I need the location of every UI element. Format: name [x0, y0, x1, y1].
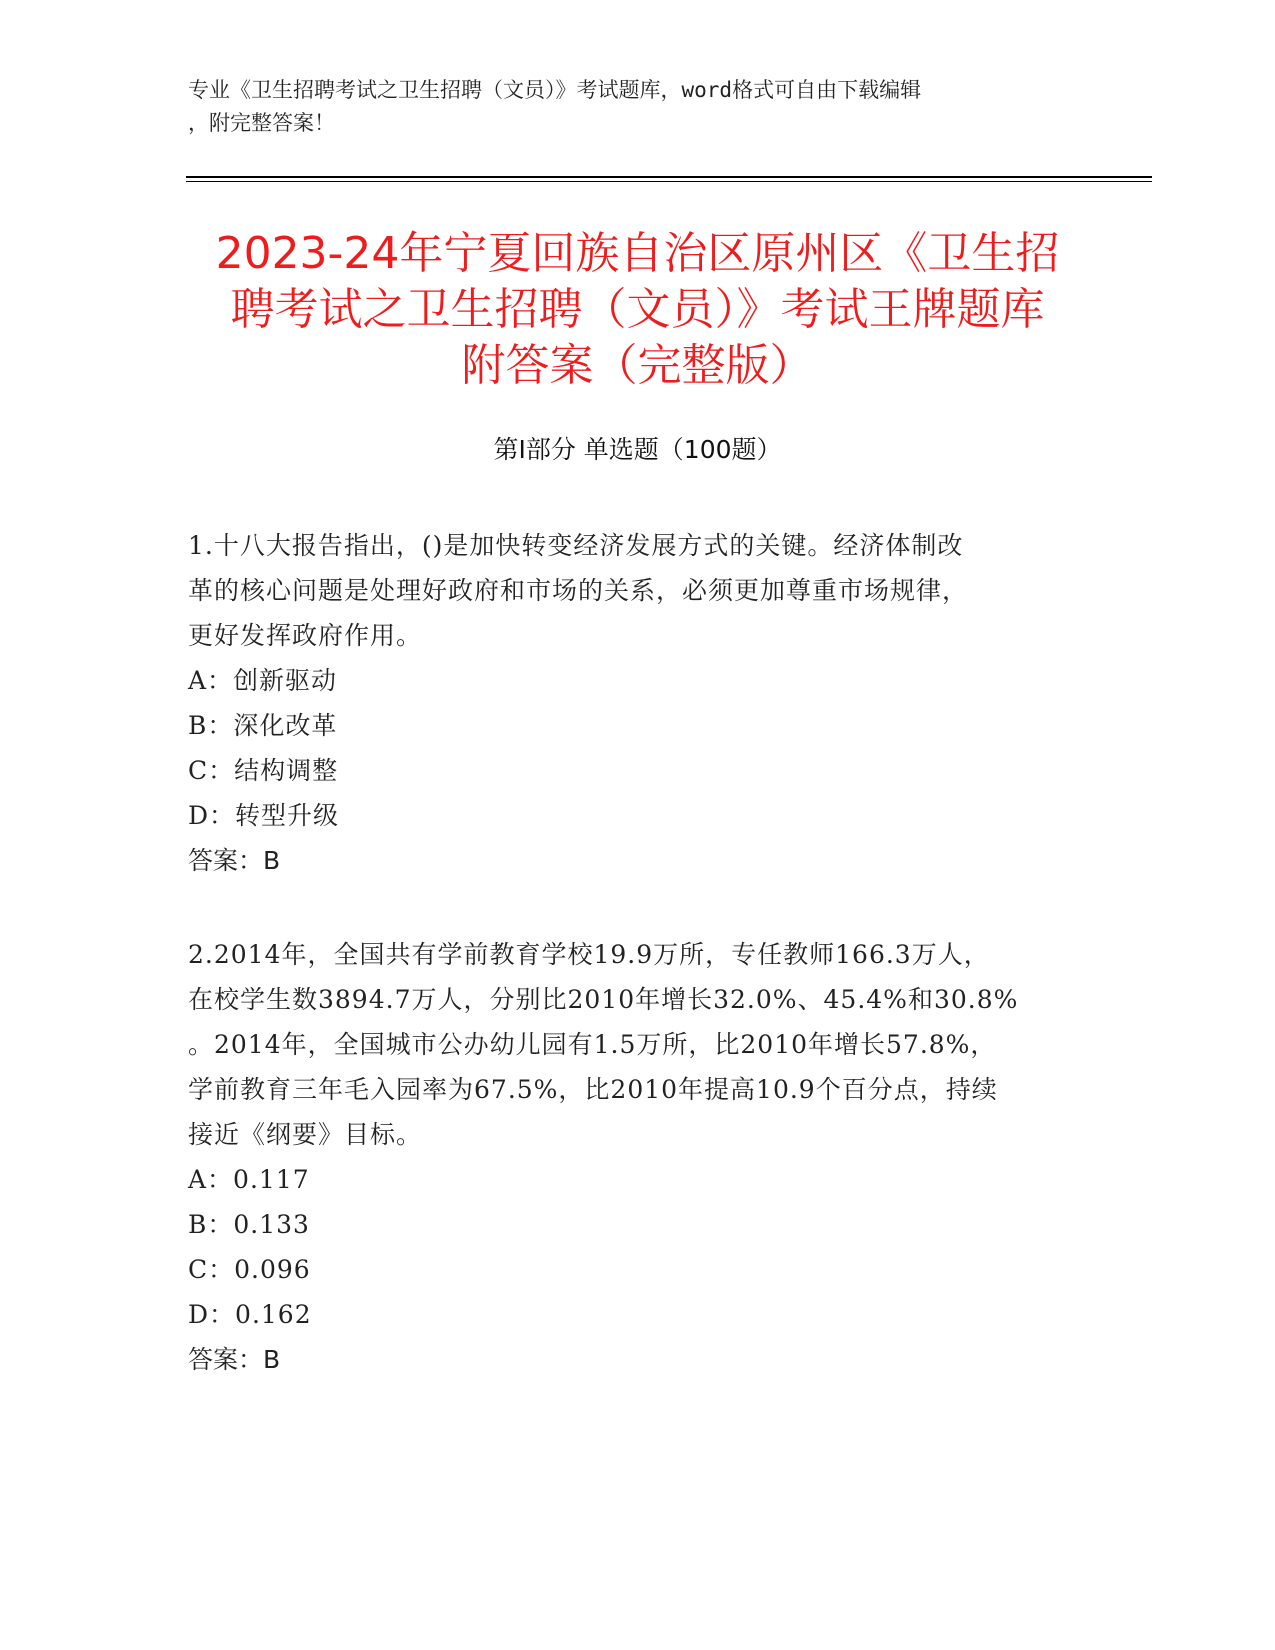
header-note-line: 专业《卫生招聘考试之卫生招聘（文员）》考试题库，word格式可自由下载编辑	[188, 78, 922, 102]
option-c: C：结构调整	[188, 756, 339, 785]
option-d: D：转型升级	[188, 801, 340, 830]
answer-line: 答案：B	[188, 1345, 281, 1374]
title-line: 聘考试之卫生招聘（文员）》考试王牌题库	[230, 284, 1045, 335]
option-b: B：深化改革	[188, 711, 338, 740]
question-text-line: 2.2014年，全国共有学前教育学校19.9万所，专任教师166.3万人，	[188, 940, 990, 969]
question-text-line: 1.十八大报告指出，()是加快转变经济发展方式的关键。经济体制改	[188, 531, 964, 560]
header-note	[188, 74, 1088, 140]
question-text-line: 接近《纲要》目标。	[188, 1120, 423, 1149]
question-text-line: 学前教育三年毛入园率为67.5%，比2010年提高10.9个百分点，持续	[188, 1075, 998, 1104]
answer-line: 答案：B	[188, 846, 281, 875]
option-b: B：0.133	[188, 1210, 310, 1239]
document-title	[150, 226, 1125, 394]
title-line: 附答案（完整版）	[461, 340, 814, 391]
title-line: 2023-24年宁夏回族自治区原州区《卫生招	[215, 228, 1060, 279]
question-text-line: 。2014年，全国城市公办幼儿园有1.5万所，比2010年增长57.8%，	[188, 1030, 997, 1059]
option-d: D：0.162	[188, 1300, 312, 1329]
question-text-line: 革的核心问题是处理好政府和市场的关系，必须更加尊重市场规律，	[188, 576, 969, 605]
option-c: C：0.096	[188, 1255, 311, 1284]
option-a: A：创新驱动	[188, 666, 338, 695]
header-divider-thick	[186, 176, 1152, 178]
question-2	[188, 932, 1088, 1382]
question-1	[188, 523, 1088, 883]
section-heading: 第Ⅰ部分 单选题（100题）	[493, 435, 782, 464]
header-divider-thin	[186, 181, 1152, 182]
header-note-line: ，附完整答案！	[188, 111, 335, 135]
option-a: A：0.117	[188, 1165, 310, 1194]
question-text-line: 在校学生数3894.7万人，分别比2010年增长32.0%、45.4%和30.8%	[188, 985, 1019, 1014]
question-text-line: 更好发挥政府作用。	[188, 621, 423, 650]
